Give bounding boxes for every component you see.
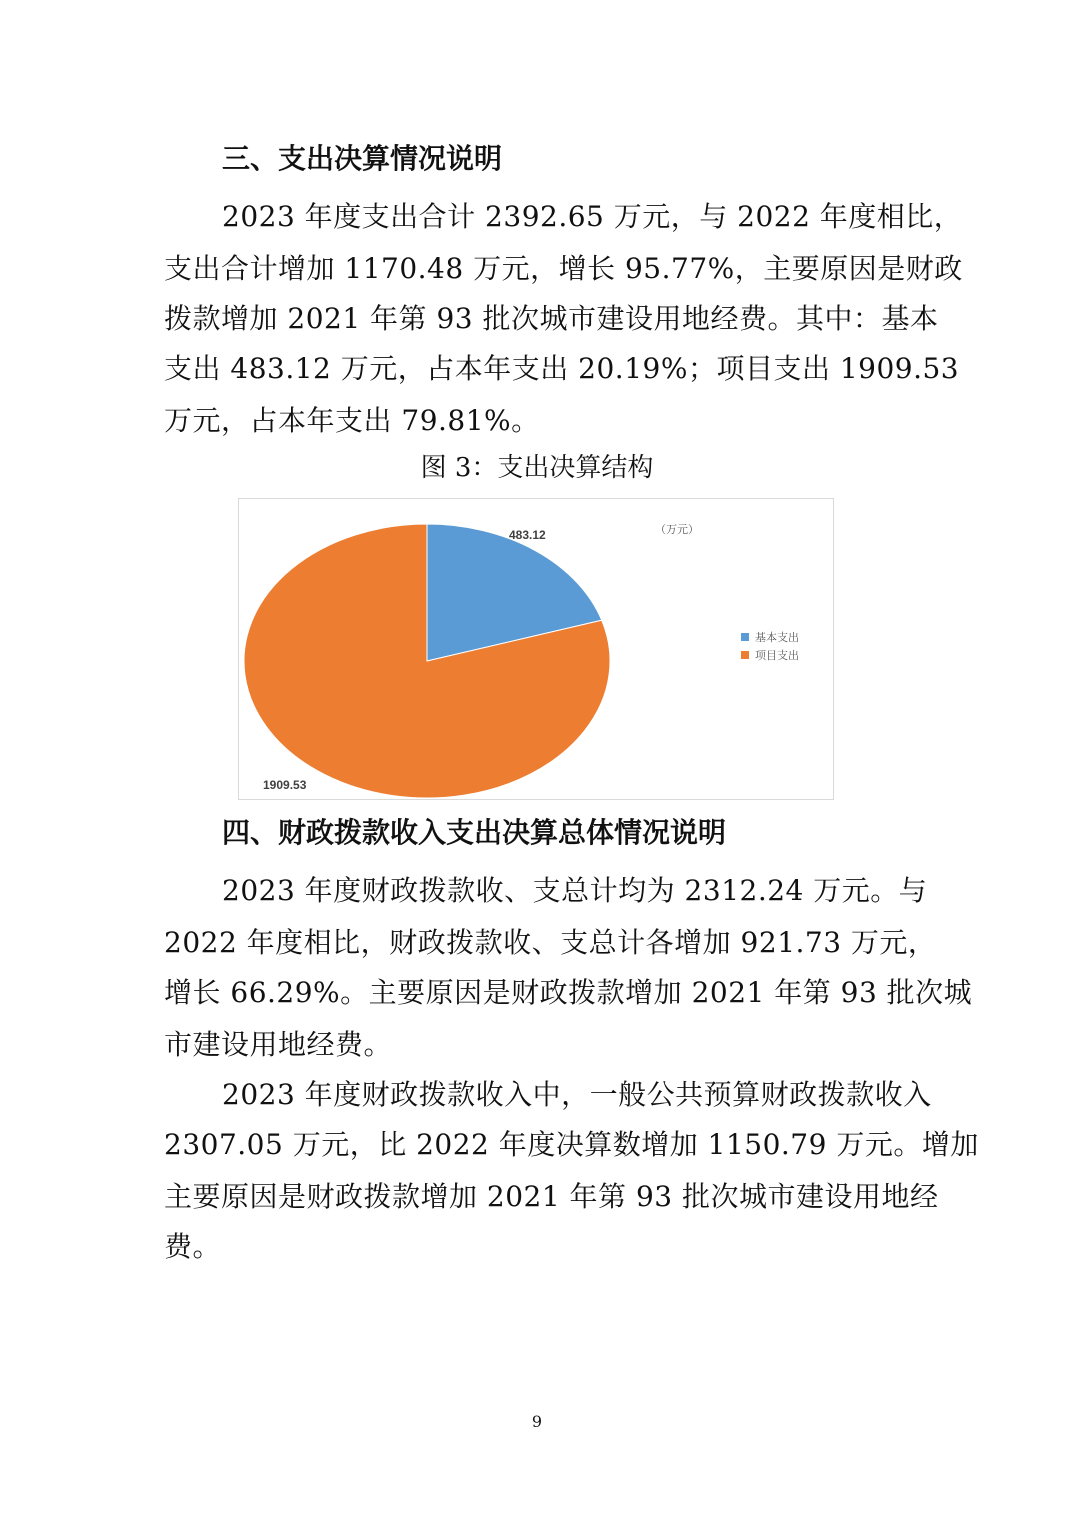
legend-label: 项目支出 [755, 649, 799, 662]
pie-data-label: 483.12 [509, 528, 546, 542]
section4-para1-line: 增长 66.29%。主要原因是财政拨款增加 2021 年第 93 批次城 [164, 976, 973, 1009]
legend-swatch [741, 633, 749, 641]
section4-para1-line: 市建设用地经费。 [164, 1028, 393, 1061]
section3-line: 2023 年度支出合计 2392.65 万元，与 2022 年度相比， [222, 200, 963, 233]
section3-line: 支出 483.12 万元，占本年支出 20.19%；项目支出 1909.53 [164, 352, 960, 385]
pie-chart [238, 498, 834, 800]
legend-swatch [741, 651, 749, 659]
section4-para2-line: 2307.05 万元，比 2022 年度决算数增加 1150.79 万元。增加 [164, 1128, 979, 1161]
section4-para2-line: 2023 年度财政拨款收入中，一般公共预算财政拨款收入 [222, 1078, 932, 1111]
section3-heading: 三、支出决算情况说明 [222, 142, 503, 175]
page-number: 9 [531, 1412, 543, 1431]
section4-heading: 四、财政拨款收入支出决算总体情况说明 [222, 816, 727, 849]
section3-line: 万元，占本年支出 79.81%。 [164, 404, 540, 437]
section3-line: 拨款增加 2021 年第 93 批次城市建设用地经费。其中：基本 [164, 302, 939, 335]
section4-para2-line: 费。 [164, 1230, 222, 1263]
section4-para1-line: 2022 年度相比，财政拨款收、支总计各增加 921.73 万元， [164, 926, 937, 959]
figure-caption: 图 3：支出决算结构 [420, 453, 654, 483]
section4-para2-line: 主要原因是财政拨款增加 2021 年第 93 批次城市建设用地经 [164, 1180, 939, 1213]
section3-line: 支出合计增加 1170.48 万元，增长 95.77%，主要原因是财政 [164, 252, 963, 285]
legend-label: 基本支出 [755, 631, 799, 644]
section4-para1-line: 2023 年度财政拨款收、支总计均为 2312.24 万元。与 [222, 874, 928, 907]
unit-note: （万元） [655, 523, 699, 536]
pie-chart-svg [239, 499, 835, 801]
pie-data-label: 1909.53 [263, 778, 307, 792]
